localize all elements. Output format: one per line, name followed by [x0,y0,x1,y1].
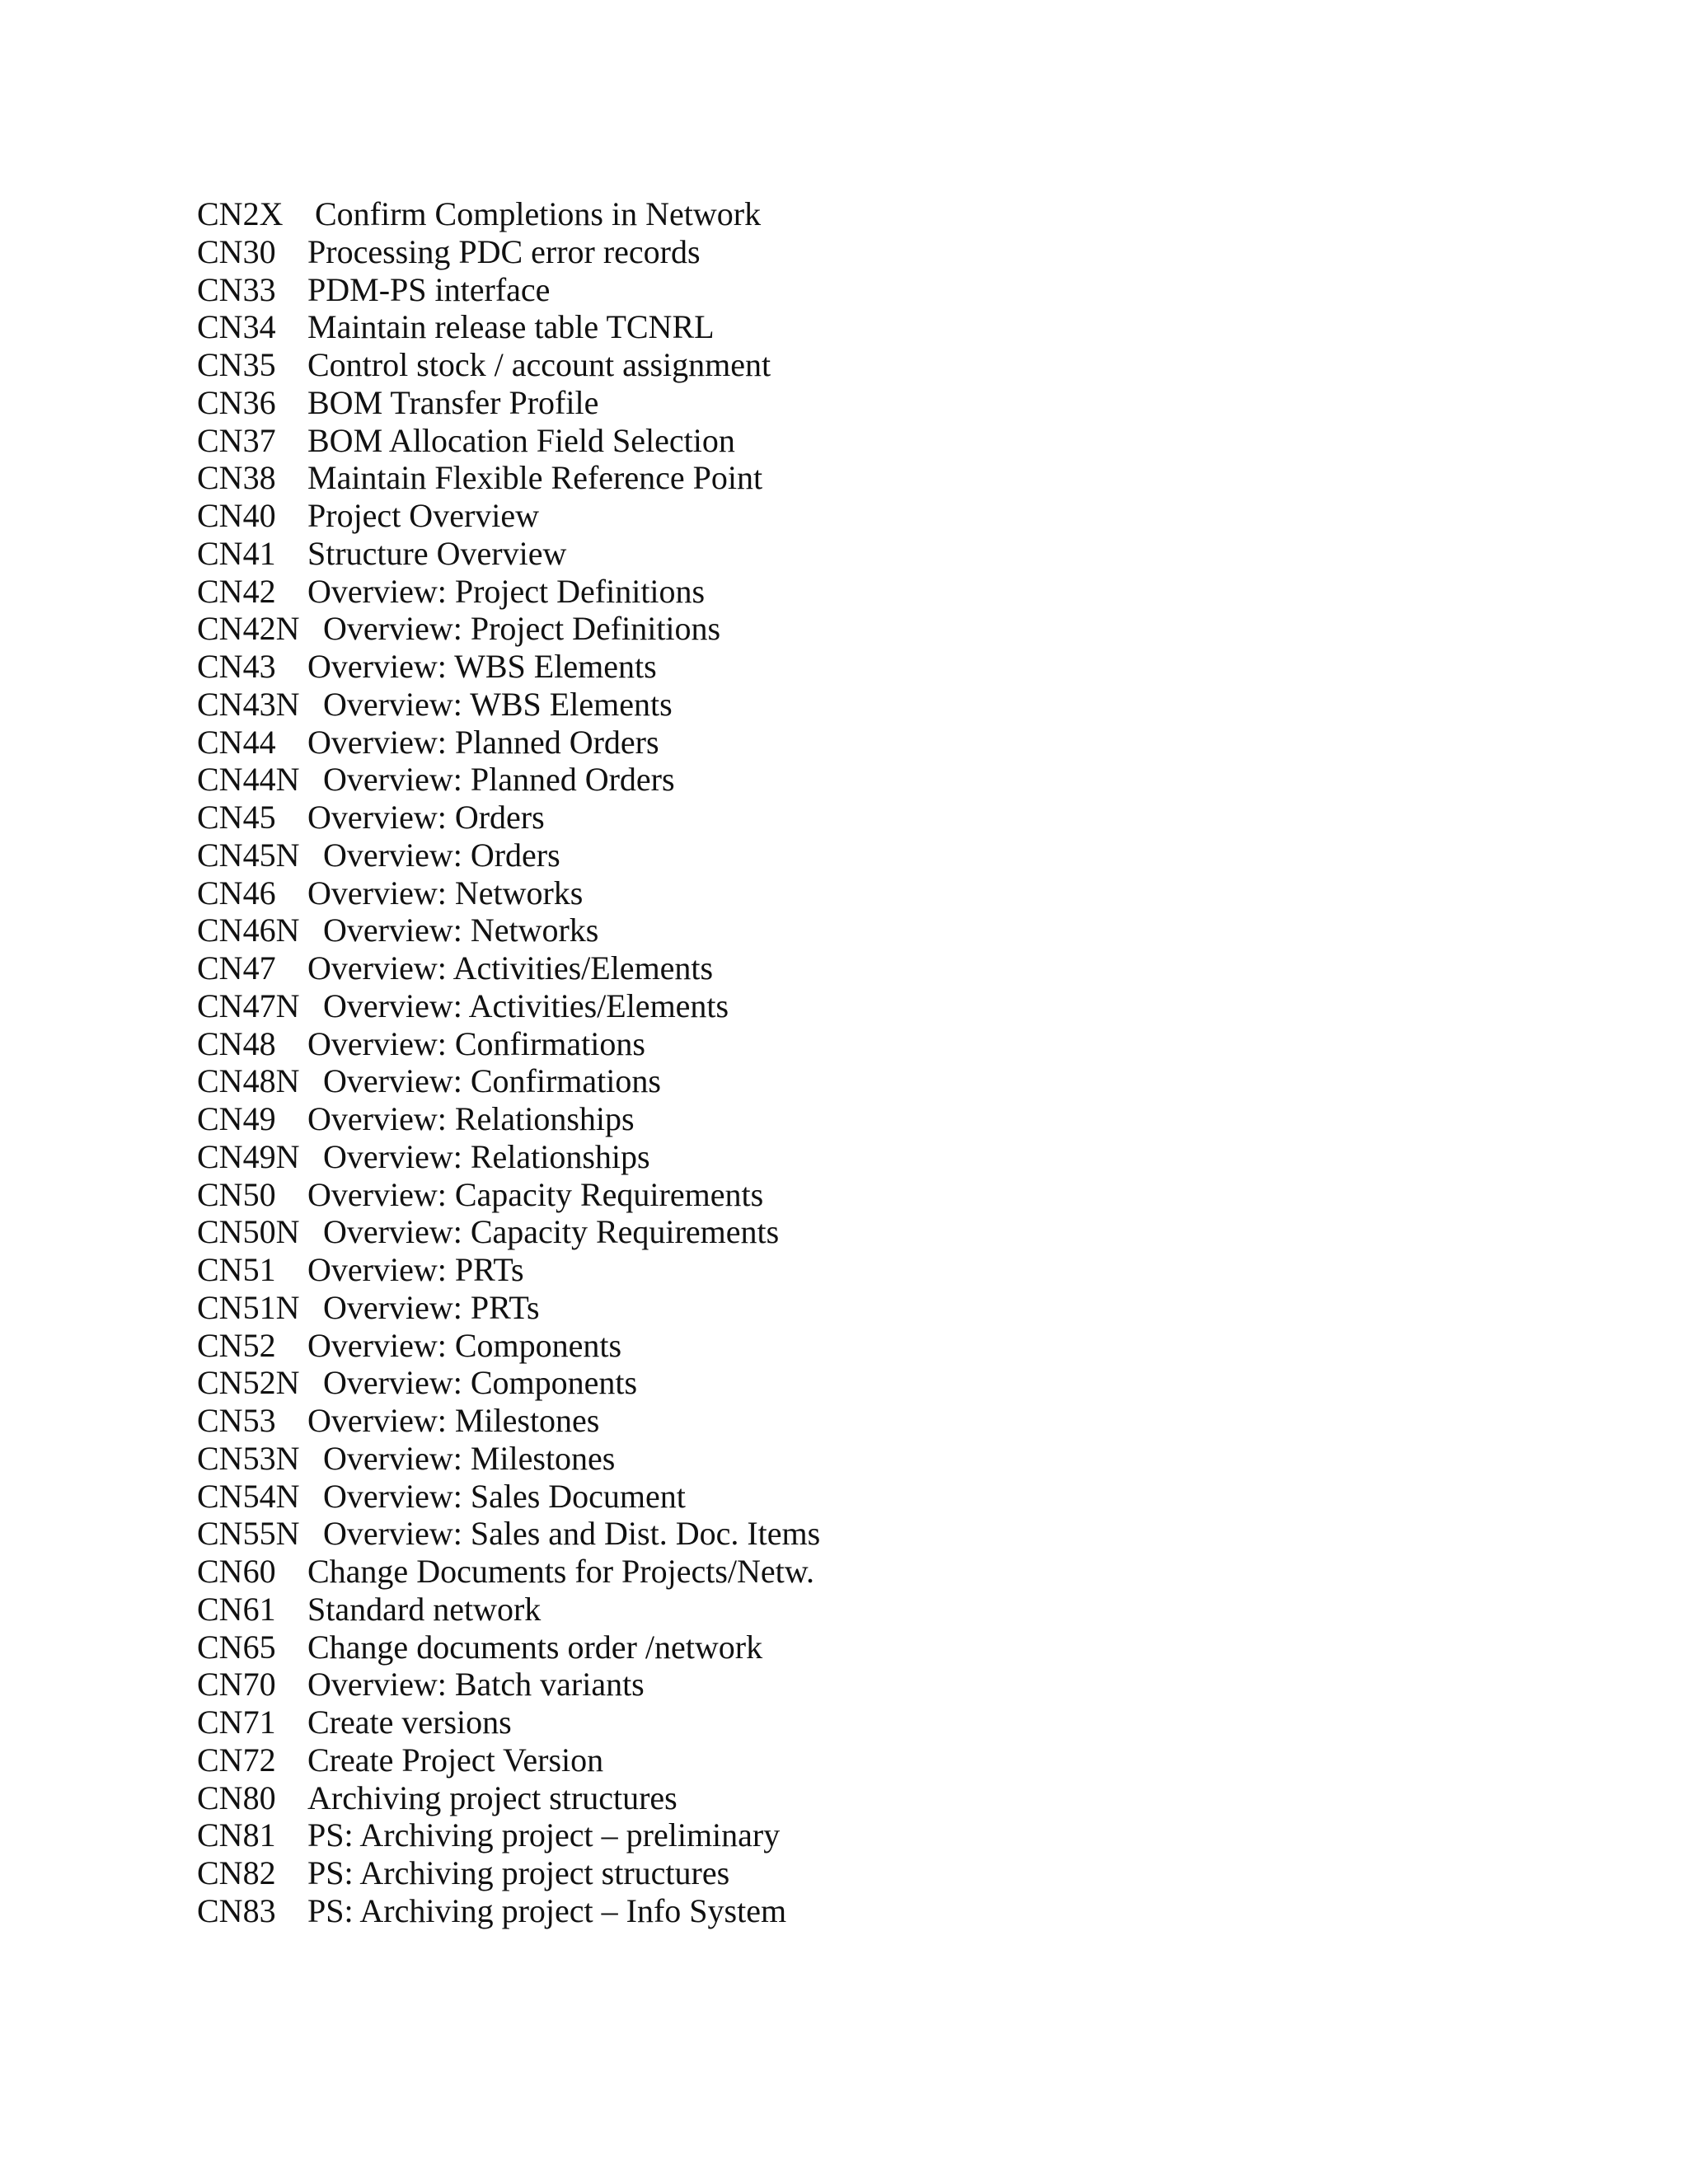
transaction-description: PS: Archiving project structures [307,1854,730,1891]
transaction-description: PS: Archiving project – Info System [307,1891,787,1929]
transaction-row [197,1213,820,1251]
transaction-description: Processing PDC error records [307,232,701,270]
transaction-row [197,1138,820,1176]
transaction-row [197,1478,820,1516]
transaction-row [197,1364,820,1402]
transaction-row [197,308,820,346]
transaction-row [197,610,820,648]
transaction-code: CN48N [197,1062,300,1100]
transaction-row [197,724,820,762]
transaction-code: CN30 [197,232,276,270]
transaction-code: CN61 [197,1590,276,1628]
transaction-row [197,1854,820,1892]
transaction-description: Change documents order /network [307,1628,763,1666]
transaction-code: CN46N [197,912,300,949]
transaction-code: CN72 [197,1741,276,1779]
transaction-code: CN40 [197,497,276,534]
transaction-row [197,1402,820,1440]
transaction-row [197,799,820,837]
transaction-row [197,1176,820,1214]
transaction-description: PS: Archiving project – preliminary [307,1816,781,1854]
transaction-row [197,1025,820,1063]
transaction-row [197,837,820,874]
transaction-description: Create Project Version [307,1741,604,1779]
transaction-code: CN54N [197,1477,300,1515]
transaction-code: CN50N [197,1213,300,1251]
transaction-code: CN71 [197,1704,276,1741]
transaction-description: Maintain Flexible Reference Point [307,459,763,497]
transaction-description: Standard network [307,1590,542,1628]
transaction-row [197,1289,820,1327]
transaction-description: Overview: WBS Elements [323,685,673,723]
transaction-description: Control stock / account assignment [307,346,771,383]
transaction-description: Project Overview [307,497,540,534]
transaction-description: Overview: Components [323,1364,638,1402]
transaction-row [197,761,820,799]
transaction-description: Overview: Project Definitions [307,572,706,610]
transaction-code: CN33 [197,270,276,308]
transaction-row [197,233,820,271]
transaction-code: CN44 [197,723,276,761]
transaction-description: Overview: Planned Orders [323,761,675,799]
transaction-code: CN60 [197,1553,276,1590]
transaction-description: Overview: PRTs [323,1288,540,1326]
transaction-description: Overview: Confirmations [323,1062,661,1100]
transaction-description: Overview: Sales Document [323,1477,686,1515]
transaction-row [197,422,820,460]
transaction-description: Overview: Milestones [307,1402,600,1439]
transaction-row [197,1100,820,1138]
transaction-code: CN47N [197,987,300,1024]
transaction-code: CN38 [197,459,276,497]
transaction-code: CN49 [197,1100,276,1137]
transaction-row [197,1892,820,1930]
transaction-description: PDM-PS interface [307,270,551,308]
transaction-code: CN52 [197,1326,276,1364]
transaction-row [197,1440,820,1478]
transaction-description: Overview: Networks [307,874,584,912]
transaction-row [197,346,820,384]
transaction-row [197,874,820,912]
transaction-description: Create versions [307,1704,512,1741]
transaction-code: CN48 [197,1024,276,1062]
transaction-row [197,987,820,1025]
transaction-description: Overview: Relationships [307,1100,635,1137]
transaction-row [197,1629,820,1666]
transaction-code: CN53 [197,1402,276,1439]
transaction-code: CN49N [197,1137,300,1175]
transaction-code: CN45 [197,799,276,836]
transaction-description: BOM Allocation Field Selection [307,421,735,459]
transaction-row [197,459,820,497]
transaction-code: CN2X [197,195,284,232]
transaction-description: Overview: Sales and Dist. Doc. Items [323,1515,821,1553]
transaction-code: CN36 [197,383,276,421]
transaction-description: Overview: Components [307,1326,622,1364]
transaction-code: CN55N [197,1515,300,1553]
transaction-code: CN43 [197,648,276,685]
transaction-row [197,195,820,233]
transaction-description: Overview: Orders [307,799,545,836]
transaction-row [197,1704,820,1741]
transaction-row [197,271,820,309]
transaction-code-list [197,195,820,1930]
transaction-description: Archiving project structures [307,1779,678,1816]
transaction-description: Overview: Activities/Elements [307,949,714,987]
transaction-code: CN50 [197,1175,276,1213]
transaction-row [197,384,820,422]
transaction-description: Overview: Planned Orders [307,723,659,761]
transaction-code: CN37 [197,421,276,459]
transaction-code: CN65 [197,1628,276,1666]
transaction-description: Overview: Project Definitions [323,610,721,648]
transaction-description: Overview: Confirmations [307,1024,645,1062]
transaction-row [197,1327,820,1365]
transaction-row [197,573,820,611]
transaction-description: Overview: Networks [323,912,599,949]
transaction-code: CN42 [197,572,276,610]
transaction-code: CN52N [197,1364,300,1402]
transaction-description: Overview: Relationships [323,1137,650,1175]
transaction-description: Overview: Orders [323,836,560,874]
transaction-row [197,1251,820,1289]
transaction-code: CN51N [197,1288,300,1326]
transaction-description: Maintain release table TCNRL [307,308,715,346]
transaction-description: Confirm Completions in Network [315,195,762,232]
transaction-row [197,535,820,573]
transaction-row [197,1816,820,1854]
transaction-description: Overview: Milestones [323,1439,616,1477]
transaction-code: CN34 [197,308,276,346]
transaction-code: CN51 [197,1251,276,1288]
transaction-code: CN82 [197,1854,276,1891]
transaction-code: CN45N [197,836,300,874]
transaction-description: Overview: Activities/Elements [323,987,729,1024]
transaction-code: CN35 [197,346,276,383]
transaction-row [197,497,820,535]
transaction-description: Overview: WBS Elements [307,648,657,685]
transaction-description: Overview: Capacity Requirements [323,1213,780,1251]
transaction-description: Overview: PRTs [307,1251,524,1288]
transaction-code: CN70 [197,1666,276,1704]
transaction-code: CN41 [197,534,276,572]
transaction-description: BOM Transfer Profile [307,383,599,421]
transaction-code: CN44N [197,761,300,799]
transaction-code: CN83 [197,1891,276,1929]
transaction-code: CN43N [197,685,300,723]
transaction-row [197,1666,820,1704]
transaction-row [197,949,820,987]
transaction-row [197,1553,820,1591]
transaction-code: CN53N [197,1439,300,1477]
transaction-row [197,648,820,686]
transaction-description: Overview: Capacity Requirements [307,1175,764,1213]
transaction-row [197,1591,820,1629]
transaction-code: CN81 [197,1816,276,1854]
transaction-description: Structure Overview [307,534,567,572]
transaction-row [197,1515,820,1553]
transaction-description: Change Documents for Projects/Netw. [307,1553,815,1590]
transaction-description: Overview: Batch variants [307,1666,645,1704]
transaction-code: CN80 [197,1779,276,1816]
transaction-row [197,1779,820,1817]
transaction-row [197,912,820,949]
transaction-row [197,1741,820,1779]
transaction-code: CN46 [197,874,276,912]
transaction-code: CN42N [197,610,300,648]
transaction-code: CN47 [197,949,276,987]
transaction-row [197,686,820,724]
transaction-row [197,1062,820,1100]
